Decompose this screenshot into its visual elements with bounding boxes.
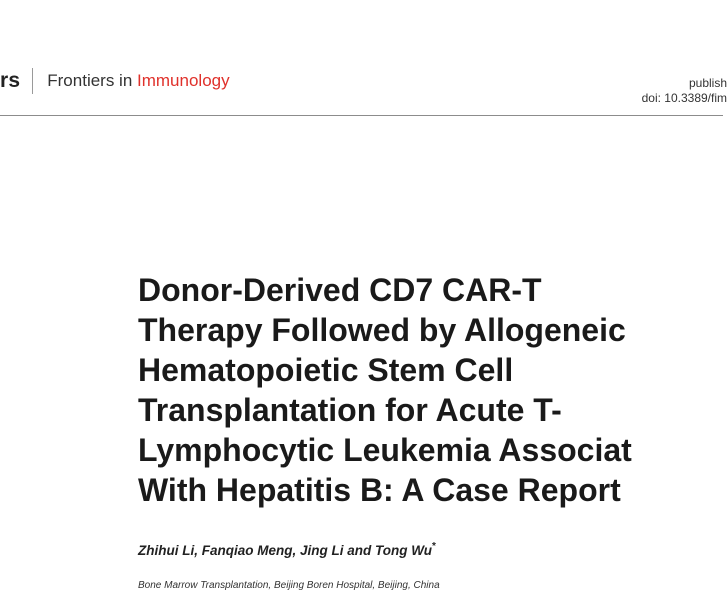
title-line: Transplantation for Acute T- (138, 392, 562, 428)
article-title (138, 270, 632, 510)
author-names: Zhihui Li, Fanqiao Meng, Jing Li and Tong Wu (138, 543, 432, 558)
affiliation: Bone Marrow Transplantation, Beijing Boren Hospital, Beijing, China (138, 580, 440, 591)
title-line: Lymphocytic Leukemia Associat (138, 432, 632, 468)
journal-name-prefix: Frontiers in (47, 71, 138, 90)
title-line: With Hepatitis B: A Case Report (138, 472, 621, 508)
journal-name-accent: Immunology (137, 71, 230, 90)
doi-link[interactable]: doi: 10.3389/fim (641, 91, 727, 105)
author-list[interactable] (138, 541, 436, 558)
corresponding-author-mark: * (431, 541, 436, 552)
journal-header (0, 68, 230, 94)
title-line: Donor-Derived CD7 CAR-T (138, 272, 542, 308)
header-divider (32, 68, 33, 94)
title-line: Therapy Followed by Allogeneic (138, 312, 626, 348)
publisher-logo-fragment: rs (0, 69, 21, 92)
header-rule (0, 115, 723, 116)
published-label: publish (688, 76, 727, 90)
publication-meta (642, 76, 727, 106)
journal-name[interactable] (47, 71, 229, 91)
title-line: Hematopoietic Stem Cell (138, 352, 514, 388)
